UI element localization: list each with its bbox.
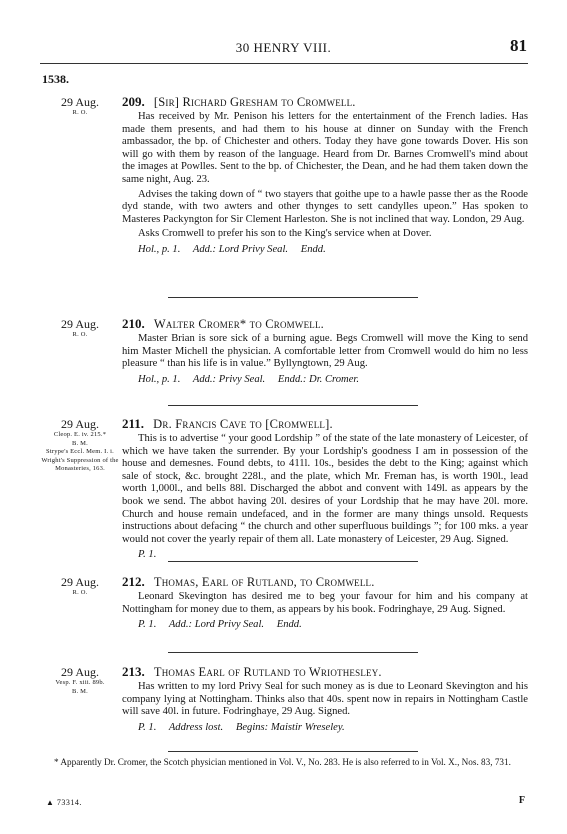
entry-endorsement (122, 374, 528, 387)
entry-heading (122, 317, 528, 331)
entry-source: R. O. (72, 589, 88, 596)
entry-heading (122, 95, 528, 109)
entry-source: B. M. (72, 439, 88, 447)
endorsement-part: P. 1. (138, 619, 157, 631)
entry-heading (122, 417, 528, 431)
entry-date: 29 Aug. (60, 317, 99, 331)
printer-signature: ▲ 73314. (46, 798, 82, 807)
entry-divider (168, 652, 418, 653)
page-number: 81 (510, 36, 527, 55)
entry-source: R. O. (72, 331, 88, 338)
entry-margin (40, 576, 120, 598)
entry-endorsement (122, 722, 528, 735)
entry-date: 29 Aug. (60, 575, 99, 589)
entry-source: Wright's Suppression of the Monasteries, 163. (41, 456, 119, 473)
entry-number: 210. (122, 316, 145, 331)
entry-number: 213. (122, 664, 145, 679)
entry-paragraph: This is to advertise “ your good Lordship ” of the state of the late monastery of Leicester, of which we have taken the surrender. By your Lordship's goodness I am in possession of the house and demesnes. Found debts, to 411l. 10s., besides the debt to the King; against which sale of stock, &c. brought 228l., and the plate, which Mr. Freman has, is worth 190l., lead worth 1,000l., and bells 88l. Discharged the abbot and convent with 149l. as appears by the book we send. The abbot having 20l. desires of your Lordship that he may have 20l. more. Church and house remain undefaced, and in the former are many things unsold. Requests instructions about defacing “ the church and other superfluous buildings ”; for 100 mks. a year would not cover the yearly repair of them all. Late monastery of Leicester, 29 Aug. Signed. (122, 433, 528, 545)
entry-paragraph: Leonard Skevington has desired me to beg your favour for him and his company at Nottingham for money due to them, as appears by his book. Fodringhaye, 29 Aug. Signed. (122, 591, 528, 615)
entry-margin (40, 666, 120, 696)
entry-paragraph: Has written to my lord Privy Seal for such money as is due to Leonard Skevington and his company lying at Nottingham. Thinks also that 40s. spent now in repairs in Nottingham Castle will save 40l. in future. Fodringhaye, 29 Aug. Signed. (122, 681, 528, 718)
entry-date: 29 Aug. (60, 417, 99, 431)
entry-source: R. O. (72, 109, 88, 116)
footnote-divider (168, 751, 418, 752)
entry-paragraph: Asks Cromwell to prefer his son to the King's service when at Dover. (138, 228, 432, 240)
entry-number: 211. (122, 416, 145, 431)
entry-body (122, 318, 528, 386)
endorsement-part: Address lost. (168, 721, 224, 733)
entry-date: 29 Aug. (60, 95, 99, 109)
signature-letter: F (518, 795, 525, 806)
entry-paragraph: Has received by Mr. Penison his letters for the entertainment of the French ladies. Has made them presents, and had them to his house at dinner on Sunday with the French ambassador, the bp. of Chichester and others. Today they have gone towards Dover. His son will go with them by reason of the language. Heard from Dr. Barnes Cromwell's mind about the images at Powlles. Sent to the bp. of Chichester, the Dean, and he had them taken down the same night, Aug. 23. (122, 111, 528, 185)
entry-title: Dr. Francis Cave to [Cromwell]. (153, 417, 333, 431)
entry-endorsement (122, 619, 528, 632)
entry-source: Vesp. F. xiii. 89b. (55, 679, 105, 686)
entry-number: 209. (122, 94, 145, 109)
entry-number: 212. (122, 574, 145, 589)
entry-body (122, 666, 528, 734)
endorsement-part: Add.: Lord Privy Seal. (192, 243, 289, 255)
endorsement-part: Begins: Maistir Wreseley. (235, 721, 345, 733)
entry-endorsement (122, 244, 528, 257)
entry-title: Thomas, Earl of Rutland, to Cromwell. (153, 575, 375, 589)
entry-title: [Sir] Richard Gresham to Cromwell. (153, 95, 356, 109)
entry-heading (122, 665, 528, 679)
header-rule (40, 63, 528, 64)
entry-title: Thomas Earl of Rutland to Wriothesley. (153, 665, 382, 679)
endorsement-part: Endd.: Dr. Cromer. (277, 373, 359, 385)
endorsement-part: Add.: Lord Privy Seal. (168, 619, 265, 631)
entry-heading (122, 575, 528, 589)
entry-source: Cleop. E. iv. 215.* (53, 431, 107, 438)
endorsement-part: Add.: Privy Seal. (192, 373, 266, 385)
entry-margin (40, 96, 120, 118)
endorsement-part: Hol., p. 1. (138, 243, 181, 255)
endorsement-part: P. 1. (138, 721, 157, 733)
endorsement-part: P. 1. (138, 549, 157, 561)
entry-body (122, 576, 528, 632)
entry-paragraph: Master Brian is sore sick of a burning ague. Begs Cromwell will move the King to send him Master Michell the physician. A comfortable letter from Cromwell would do him no less pleasure “ than his life is in value.” Byllyngtown, 29 Aug. (122, 333, 528, 370)
entry-paragraph: Advises the taking down of “ two stayers that goithe upe to a hawle passe ther as the Roode dyd stande, with two awters and other thynges to sett candylles upeon.” Has spoken to Masteres Packyngton for Sir Clement Harleston. She is not inclined that way. London, 29 Aug. (122, 188, 528, 225)
entry-divider (168, 297, 418, 298)
running-head: 30 HENRY VIII. (235, 40, 332, 55)
entry-body (122, 96, 528, 257)
entry-margin (40, 418, 120, 474)
entry-title: Walter Cromer* to Cromwell. (153, 317, 324, 331)
entry-divider (168, 405, 418, 406)
page-header (40, 36, 527, 60)
footnote: * Apparently Dr. Cromer, the Scotch physician mentioned in Vol. V., No. 283. He is also referred to in Vol. X., Nos. 83, 731. (54, 757, 511, 767)
entry-body (122, 418, 528, 562)
endorsement-part: Hol., p. 1. (138, 373, 181, 385)
endorsement-part: Endd. (300, 243, 326, 255)
entry-margin (40, 318, 120, 340)
entry-source: B. M. (72, 687, 88, 695)
entry-date: 29 Aug. (60, 665, 99, 679)
year-label: 1538. (42, 72, 69, 86)
entry-source: Strype's Eccl. Mem. I. i. (46, 448, 114, 456)
entry-divider (168, 561, 418, 562)
endorsement-part: Endd. (276, 619, 302, 631)
